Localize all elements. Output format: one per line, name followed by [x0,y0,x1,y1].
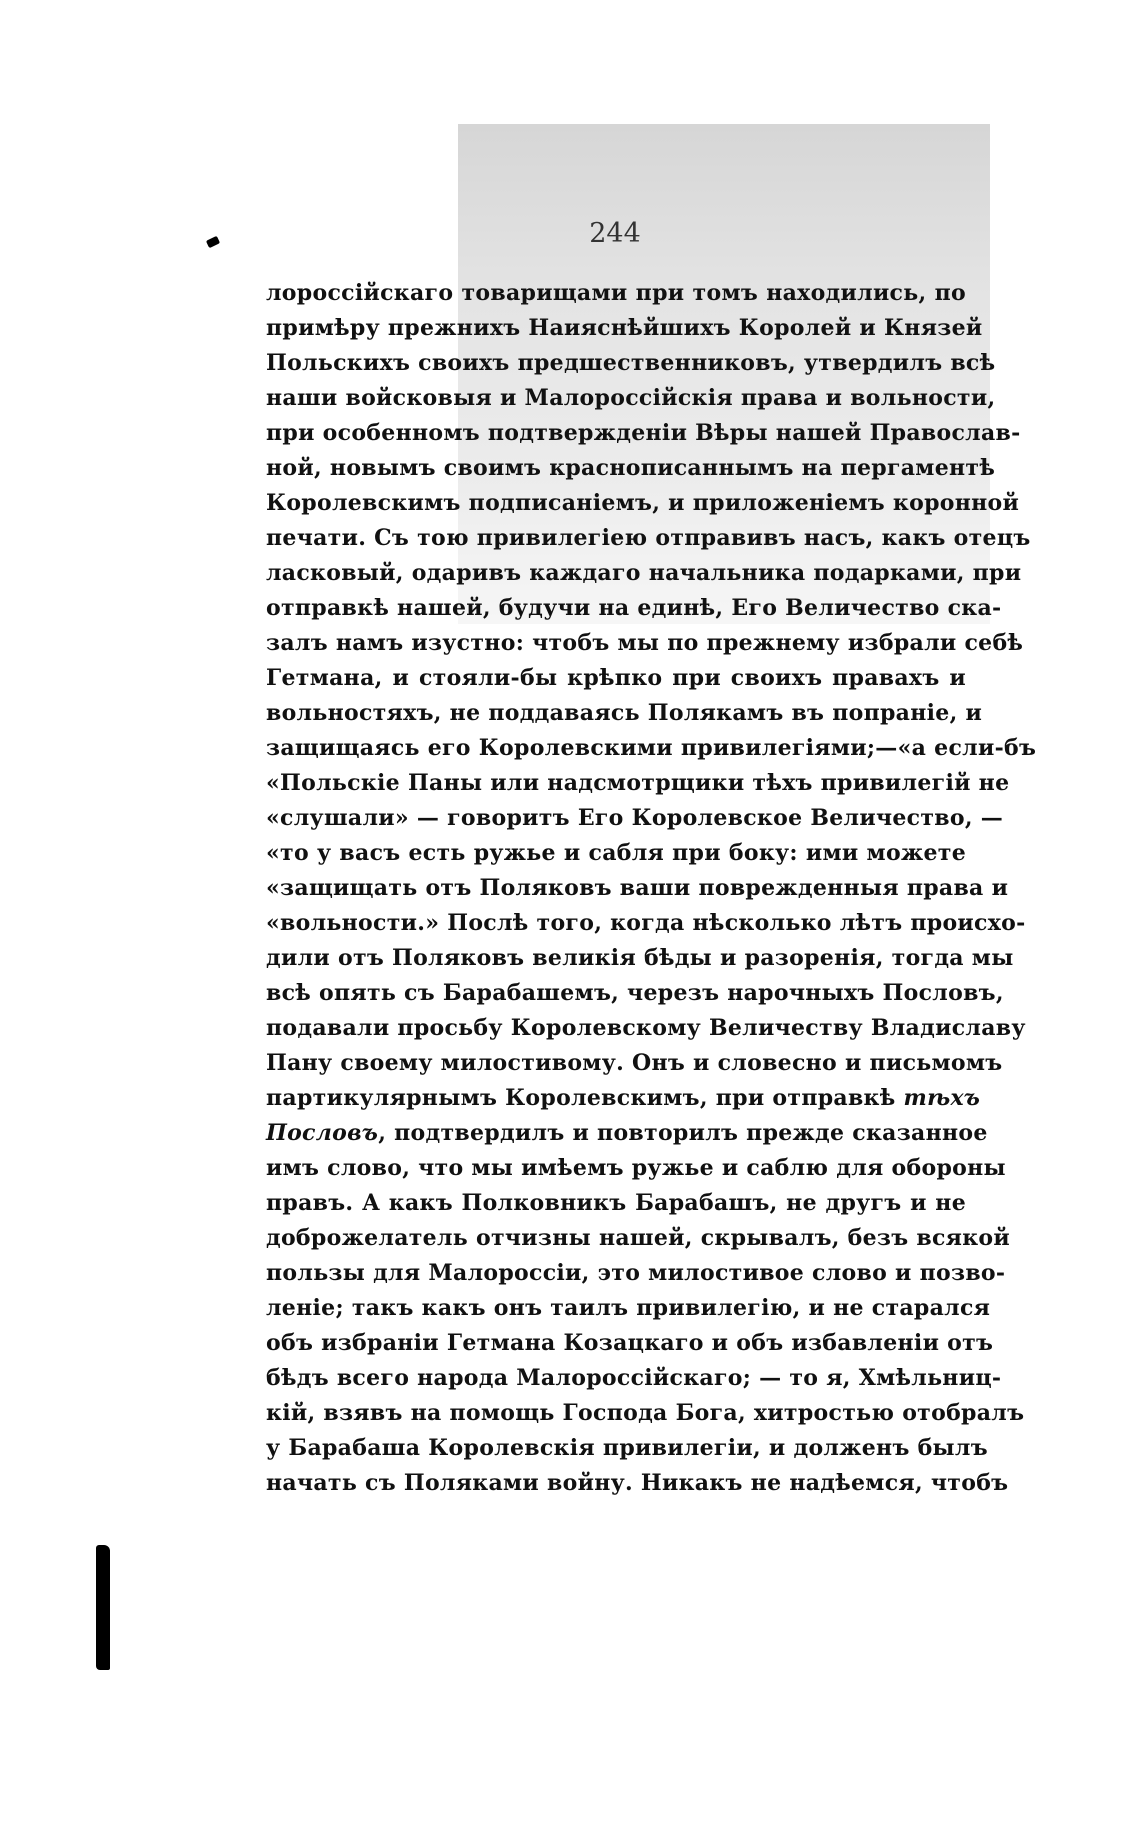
text-line: Гетмана, и стояли-бы крѣпко при своихъ правахъ и [266,665,966,691]
text-line: «защищать отъ Поляковъ ваши поврежденныя права и [266,875,1009,901]
text-line: примѣру прежнихъ Наияснѣйшихъ Королей и Князей [266,315,983,341]
text-line: вольностяхъ, не поддаваясь Полякамъ въ попраніе, и [266,700,983,726]
text-line: всѣ опять съ Барабашемъ, черезъ нарочныхъ Пословъ, [266,980,1004,1006]
text-line: ной, новымъ своимъ краснописаннымъ на пергаментѣ [266,455,996,481]
text-line: залъ намъ изустно: чтобъ мы по прежнему избрали себѣ [266,630,1024,656]
text-line: у Барабаша Королевскія привилегіи, и долженъ былъ [266,1435,988,1461]
text-line: «то у васъ есть ружье и сабля при боку: ими можете [266,840,966,866]
text-line: Польскихъ своихъ предшественниковъ, утвердилъ всѣ [266,350,996,376]
text-line: имъ слово, что мы имѣемъ ружье и саблю для обороны [266,1155,1006,1181]
page-edge-mark [96,1545,110,1670]
text-line: правъ. А какъ Полковникъ Барабашъ, не другъ и не [266,1190,966,1216]
text-line: при особенномъ подтвержденіи Вѣры нашей Православ- [266,420,1021,446]
text-line: «слушали» — говоритъ Его Королевское Величество, — [266,805,1004,831]
text-line: объ избраніи Гетмана Козацкаго и объ избавленіи отъ [266,1330,994,1356]
text-line: отправкѣ нашей, будучи на единѣ, Его Величество ска- [266,595,1002,621]
text-line: лороссійскаго товарищами при томъ находились, по [266,280,966,306]
italic-word: тѣхъ [903,1085,981,1111]
text-segment: партикулярнымъ Королевскимъ, при отправкѣ [266,1085,896,1111]
text-line: начать съ Поляками войну. Никакъ не надѣемся, чтобъ [266,1470,1009,1496]
text-segment: , подтвердилъ и повторилъ прежде сказанное [378,1120,988,1146]
body-text [266,276,1037,1501]
text-line: бѣдъ всего народа Малороссійскаго; — то я, Хмѣльниц- [266,1365,1002,1391]
text-line: подавали просьбу Королевскому Величеству Владиславу [266,1015,1026,1041]
text-line: Пану своему милостивому. Онъ и словесно и письмомъ [266,1050,1003,1076]
italic-word: Пословъ [266,1120,379,1146]
text-line: защищаясь его Королевскими привилегіями;—«а если-бъ [266,735,1037,761]
text-line: доброжелатель отчизны нашей, скрывалъ, безъ всякой [266,1225,1011,1251]
text-line-with-italic [266,1116,988,1151]
text-line-with-italic [266,1081,981,1116]
text-line: леніе; такъ какъ онъ таилъ привилегію, и не старался [266,1295,991,1321]
text-line: «Польскіе Паны или надсмотрщики тѣхъ привилегій не [266,770,1010,796]
text-line: Королевскимъ подписаніемъ, и приложеніемъ коронной [266,490,1020,516]
page-number: 244 [589,218,641,249]
text-line: дили отъ Поляковъ великія бѣды и разоренія, тогда мы [266,945,1014,971]
text-line: «вольности.» Послѣ того, когда нѣсколько лѣтъ происхо- [266,910,1026,936]
text-line: кій, взявъ на помощь Господа Бога, хитростью отобралъ [266,1400,1025,1426]
text-line: наши войсковыя и Малороссійскія права и вольности, [266,385,996,411]
text-line: ласковый, одаривъ каждаго начальника подарками, при [266,560,1022,586]
text-line: печати. Съ тою привилегіею отправивъ насъ, какъ отецъ [266,525,1031,551]
text-line: пользы для Малороссіи, это милостивое слово и позво- [266,1260,1006,1286]
